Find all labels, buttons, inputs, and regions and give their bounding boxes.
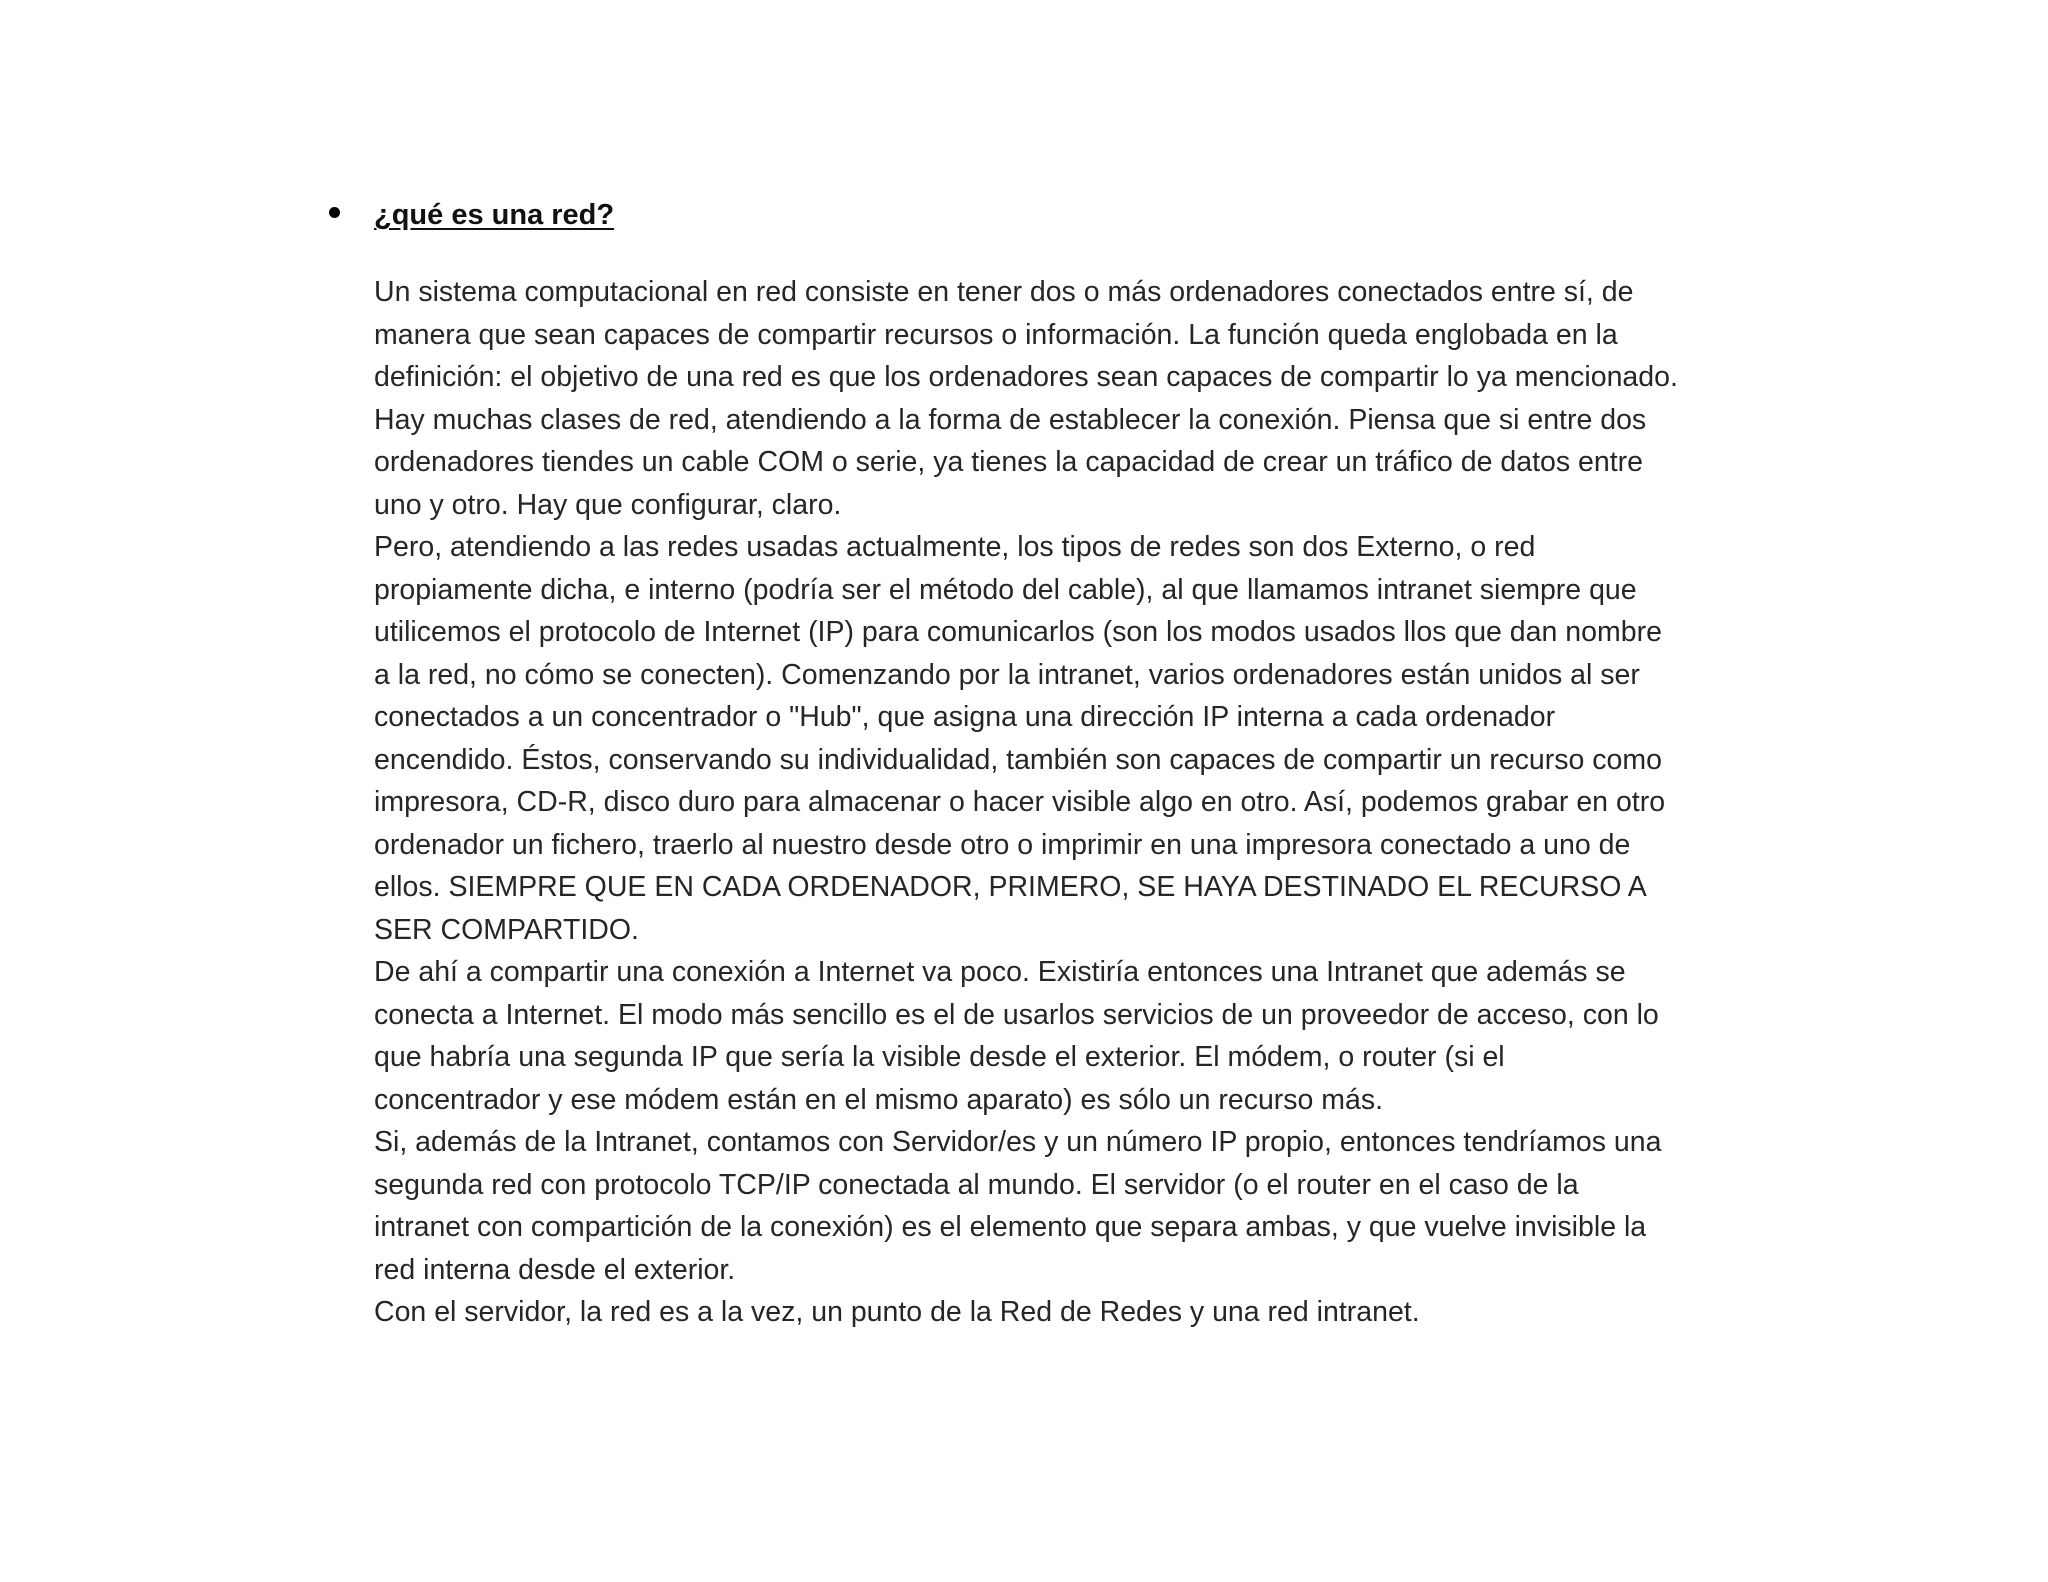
section-body	[374, 271, 1704, 1334]
body-line: definición: el objetivo de una red es que los ordenadores sean capaces de compartir lo ya mencionado.	[374, 361, 1678, 393]
body-line: manera que sean capaces de compartir recursos o información. La función queda englobada en la	[374, 318, 1618, 351]
body-line: intranet con compartición de la conexión) es el elemento que separa ambas, y que vuelve invisible la	[374, 1211, 1647, 1243]
body-line: concentrador y ese módem están en el mismo aparato) es sólo un recurso más.	[374, 1083, 1384, 1116]
body-line: ordenadores tiendes un cable COM o serie, ya tienes la capacidad de crear un tráfico de datos entre	[374, 446, 1644, 478]
body-line: ordenador un fichero, traerlo al nuestro desde otro o imprimir en una impresora conectado a uno de	[374, 828, 1631, 861]
body-line: Pero, atendiendo a las redes usadas actualmente, los tipos de redes son dos Externo, o red	[374, 531, 1536, 563]
body-line: uno y otro. Hay que configurar, claro.	[374, 488, 842, 521]
bullet-icon	[329, 207, 340, 218]
body-line: segunda red con protocolo TCP/IP conectada al mundo. El servidor (o el router en el caso de la	[374, 1168, 1579, 1201]
body-line: encendido. Éstos, conservando su individualidad, también son capaces de compartir un recurso como	[374, 743, 1662, 776]
body-line: Con el servidor, la red es a la vez, un punto de la Red de Redes y una red intranet.	[374, 1296, 1420, 1328]
body-line: De ahí a compartir una conexión a Internet va poco. Existiría entonces una Intranet que además se	[374, 956, 1626, 988]
body-line: Si, además de la Intranet, contamos con Servidor/es y un número IP propio, entonces tendríamos una	[374, 1126, 1662, 1158]
body-line: red interna desde el exterior.	[374, 1253, 736, 1286]
body-line: conectados a un concentrador o "Hub", que asigna una dirección IP interna a cada ordenador	[374, 701, 1556, 733]
body-line: conecta a Internet. El modo más sencillo es el de usarlos servicios de un proveedor de acceso, con lo	[374, 998, 1659, 1031]
body-line: utilicemos el protocolo de Internet (IP) para comunicarlos (son los modos usados llos que dan nombre	[374, 616, 1662, 648]
body-line: SER COMPARTIDO.	[374, 913, 639, 946]
body-line: que habría una segunda IP que sería la visible desde el exterior. El módem, o router (si el	[374, 1041, 1505, 1073]
body-line: ellos. SIEMPRE QUE EN CADA ORDENADOR, PRIMERO, SE HAYA DESTINADO EL RECURSO A	[374, 871, 1647, 903]
section-heading: ¿qué es una red?	[374, 199, 615, 231]
body-line: a la red, no cómo se conecten). Comenzando por la intranet, varios ordenadores están unidos al ser	[374, 658, 1640, 691]
body-line: Hay muchas clases de red, atendiendo a la forma de establecer la conexión. Piensa que si entre dos	[374, 403, 1647, 436]
body-line: impresora, CD-R, disco duro para almacenar o hacer visible algo en otro. Así, podemos grabar en otro	[374, 786, 1666, 818]
body-line: propiamente dicha, e interno (podría ser el método del cable), al que llamamos intranet siempre que	[374, 573, 1637, 606]
body-line: Un sistema computacional en red consiste en tener dos o más ordenadores conectados entre sí, de	[374, 276, 1634, 308]
